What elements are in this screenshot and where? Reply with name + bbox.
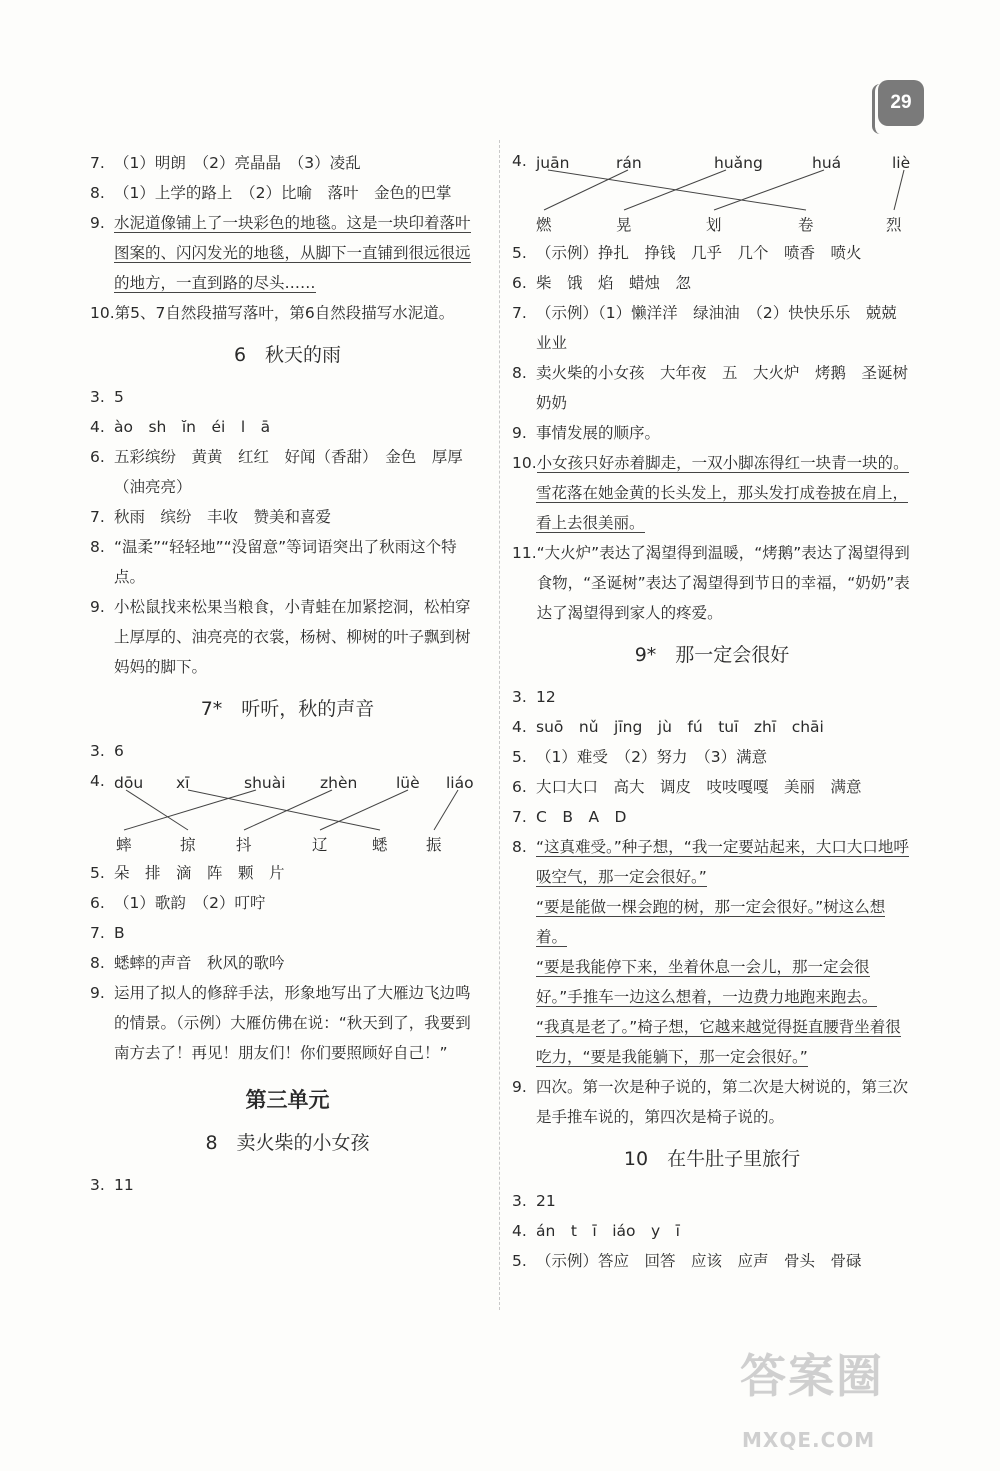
answer-item — [90, 532, 485, 592]
answer-text: 6 — [114, 742, 124, 760]
item-number: 10. — [90, 304, 115, 322]
item-number: 3. — [90, 1176, 105, 1194]
character-option: 振 — [426, 836, 442, 854]
item-number: 4. — [512, 152, 527, 170]
answer-item — [90, 978, 485, 1068]
watermark-url: MXQE.COM — [742, 1428, 876, 1452]
pinyin-option: shuài — [244, 774, 286, 792]
answer-item — [512, 298, 912, 358]
answer-item — [512, 238, 912, 268]
item-number: 5. — [512, 748, 527, 766]
item-number: 7. — [512, 808, 527, 826]
matching-exercise — [90, 766, 485, 858]
item-number: 6. — [512, 274, 527, 292]
pinyin-option: huǎng — [714, 154, 763, 172]
character-option: 辽 — [312, 836, 328, 854]
character-option: 蟋 — [372, 836, 388, 854]
answer-item — [90, 502, 485, 532]
item-number: 7. — [90, 508, 105, 526]
answer-text: “大火炉”表达了渴望得到温暖，“烤鹅”表达了渴望得到食物，“圣诞树”表达了渴望得到节日的幸福，“奶奶”表达了渴望得到家人的疼爱。 — [536, 544, 910, 622]
pinyin-option: juān — [536, 154, 570, 172]
answer-text: B — [114, 924, 125, 942]
answer-text: （示例）（1）懒洋洋 绿油油 （2）快快乐乐 兢兢业业 — [536, 304, 897, 352]
answer-text: “这真难受。”种子想，“我一定要站起来，大口大口地呼吸空气，那一定会很好。” — [536, 838, 909, 886]
answer-text: 秋雨 缤纷 丰收 赞美和喜爱 — [114, 508, 332, 526]
answer-item — [512, 772, 912, 802]
character-option: 晃 — [616, 216, 632, 234]
answer-item — [90, 148, 485, 178]
answer-text: （示例）挣扎 挣钱 几乎 几个 喷香 喷火 — [536, 244, 862, 262]
pinyin-option: rán — [616, 154, 642, 172]
answer-text: C B A D — [536, 808, 627, 826]
pinyin-option: lüè — [396, 774, 420, 792]
answer-text: ào sh ĭn éi l ā — [114, 418, 271, 436]
answer-item — [512, 1072, 912, 1132]
answer-item — [512, 418, 912, 448]
pinyin-option: zhèn — [320, 774, 358, 792]
answer-continuation — [512, 952, 912, 1012]
item-number: 5. — [512, 244, 527, 262]
pinyin-option: liáo — [446, 774, 474, 792]
item-number: 6. — [90, 448, 105, 466]
character-option: 掠 — [180, 836, 196, 854]
answer-text: 11 — [114, 1176, 134, 1194]
character-option: 烈 — [886, 216, 902, 234]
answer-item — [90, 442, 485, 502]
answer-item — [90, 382, 485, 412]
answer-text: 21 — [536, 1192, 556, 1210]
item-number: 7. — [512, 304, 527, 322]
answer-item — [90, 858, 485, 888]
item-number: 3. — [90, 388, 105, 406]
answer-item — [512, 682, 912, 712]
answer-text: “要是我能停下来，坐着休息一会儿，那一定会很好。”手推车一边这么想着，一边费力地跑来跑去。 — [536, 958, 878, 1006]
answer-item — [512, 802, 912, 832]
answer-text: 小女孩只好赤着脚走，一双小脚冻得红一块青一块的。 — [536, 454, 909, 472]
right-column — [512, 146, 924, 1276]
character-option: 划 — [706, 216, 722, 234]
unit-title: 第三单元 — [245, 1088, 330, 1112]
item-number: 3. — [512, 688, 527, 706]
answer-text: 大口大口 高大 调皮 吱吱嘎嘎 美丽 满意 — [536, 778, 862, 796]
answer-item — [90, 736, 485, 766]
item-number: 6. — [90, 894, 105, 912]
item-number: 8. — [512, 838, 527, 856]
item-number: 4. — [90, 418, 105, 436]
answer-text: （1）上学的路上 （2）比喻 落叶 金色的巴掌 — [114, 184, 452, 202]
item-number: 11. — [512, 544, 537, 562]
answer-text: 运用了拟人的修辞手法，形象地写出了大雁边飞边鸣的情景。（示例）大雁仿佛在说：“秋天到了，我要到南方去了！再见！朋友们！你们要照顾好自己！” — [114, 984, 471, 1062]
character-option: 抖 — [236, 836, 252, 854]
item-number: 8. — [512, 364, 527, 382]
answer-text: （1）明朗 （2）亮晶晶 （3）凌乱 — [114, 154, 361, 172]
matching-exercise — [512, 146, 912, 238]
answer-text: 5 — [114, 388, 124, 406]
item-number: 9. — [512, 424, 527, 442]
answer-text: （示例）答应 回答 应该 应声 骨头 骨碌 — [536, 1252, 862, 1270]
answer-text: （1）歌韵 （2）叮咛 — [114, 894, 266, 912]
item-number: 3. — [90, 742, 105, 760]
answer-item — [90, 918, 485, 948]
answer-text: 第5、7自然段描写落叶，第6自然段描写水泥道。 — [114, 304, 455, 322]
answer-item — [512, 1216, 912, 1246]
pinyin-option: xī — [176, 774, 190, 792]
item-number: 3. — [512, 1192, 527, 1210]
answer-text: 朵 排 滴 阵 颗 片 — [114, 864, 285, 882]
item-number: 9. — [90, 598, 105, 616]
lesson-title: 10 在牛肚子里旅行 — [623, 1148, 801, 1170]
answer-item — [512, 448, 912, 478]
answer-item — [90, 592, 485, 682]
watermark-logo: 答案圈 — [740, 1349, 884, 1403]
answer-text: 卖火柴的小女孩 大年夜 五 大火炉 烤鹅 圣诞树 奶奶 — [536, 364, 924, 412]
answer-continuation — [512, 892, 912, 952]
character-option: 燃 — [536, 216, 552, 234]
item-number: 4. — [512, 718, 527, 736]
item-number: 8. — [90, 538, 105, 556]
item-number: 9. — [90, 984, 105, 1002]
item-number: 9. — [90, 214, 105, 232]
answer-item — [512, 712, 912, 742]
answer-continuation — [512, 478, 912, 538]
answer-item — [512, 538, 912, 628]
item-number: 8. — [90, 954, 105, 972]
lesson-title: 6 秋天的雨 — [233, 344, 342, 366]
answer-text: suō nǔ jīng jù fú tuī zhī chāi — [536, 718, 824, 736]
answer-item — [90, 178, 485, 208]
answer-text: 雪花落在她金黄的长头发上，那头发打成卷披在肩上，看上去很美丽。 — [536, 484, 909, 532]
answer-text: 12 — [536, 688, 556, 706]
item-number: 8. — [90, 184, 105, 202]
item-number: 10. — [512, 454, 537, 472]
answer-text: 蟋蟀的声音 秋风的歌吟 — [114, 954, 285, 972]
character-option: 蟀 — [116, 836, 132, 854]
answer-text: （1）难受 （2）努力 （3）满意 — [536, 748, 768, 766]
item-number: 7. — [90, 154, 105, 172]
answer-item — [512, 1246, 912, 1276]
lesson-title: 9* 那一定会很好 — [634, 644, 790, 666]
item-number: 7. — [90, 924, 105, 942]
answer-text: 小松鼠找来松果当粮食，小青蛙在加紧挖洞，松柏穿上厚厚的、油亮亮的衣裳，杨树、柳树的叶子飘到树妈妈的脚下。 — [114, 598, 471, 676]
answer-item — [512, 832, 912, 892]
answer-item — [90, 412, 485, 442]
character-option: 卷 — [798, 216, 814, 234]
match-line — [124, 790, 256, 830]
answer-continuation — [512, 1012, 912, 1072]
answer-text: “要是能做一棵会跑的树，那一定会很好。”树这么想着。 — [536, 898, 886, 946]
item-number: 5. — [90, 864, 105, 882]
answer-item — [512, 1186, 912, 1216]
answer-item — [90, 948, 485, 978]
item-number: 6. — [512, 778, 527, 796]
answer-item — [90, 208, 485, 298]
answer-text: “我真是老了。”椅子想，它越来越觉得挺直腰背坐着很吃力，“要是我能躺下，那一定会很好。” — [536, 1018, 901, 1066]
answer-item — [512, 358, 924, 418]
answer-text: án t ī iáo y ī — [536, 1222, 680, 1240]
pinyin-option: huá — [812, 154, 842, 172]
page-number-badge: 29 — [878, 80, 924, 126]
answer-text: 柴 饿 焰 蜡烛 忽 — [536, 274, 692, 292]
answer-text: “温柔”“轻轻地”“没留意”等词语突出了秋雨这个特点。 — [114, 538, 457, 586]
left-column — [90, 148, 485, 1200]
answer-item — [90, 298, 485, 328]
item-number: 4. — [90, 772, 105, 790]
column-divider — [499, 140, 500, 1310]
lesson-title: 7* 听听，秋的声音 — [200, 698, 375, 720]
answer-text: 水泥道像铺上了一块彩色的地毯。这是一块印着落叶图案的、闪闪发光的地毯，从脚下一直铺到很远很远的地方，一直到路的尽头…… — [114, 214, 471, 292]
pinyin-option: liè — [892, 154, 911, 172]
answer-text: 事情发展的顺序。 — [536, 424, 661, 442]
lesson-title: 8 卖火柴的小女孩 — [205, 1132, 370, 1154]
answer-text: 五彩缤纷 黄黄 红红 好闻（香甜） 金色 厚厚（油亮亮） — [114, 448, 463, 496]
answer-item — [512, 742, 912, 772]
pinyin-option: dōu — [114, 774, 144, 792]
answer-item — [90, 888, 485, 918]
answer-item — [90, 1170, 485, 1200]
answer-text: 四次。第一次是种子说的，第二次是大树说的，第三次是手推车说的，第四次是椅子说的。 — [536, 1078, 909, 1126]
answer-item — [512, 268, 912, 298]
item-number: 5. — [512, 1252, 527, 1270]
item-number: 4. — [512, 1222, 527, 1240]
item-number: 9. — [512, 1078, 527, 1096]
